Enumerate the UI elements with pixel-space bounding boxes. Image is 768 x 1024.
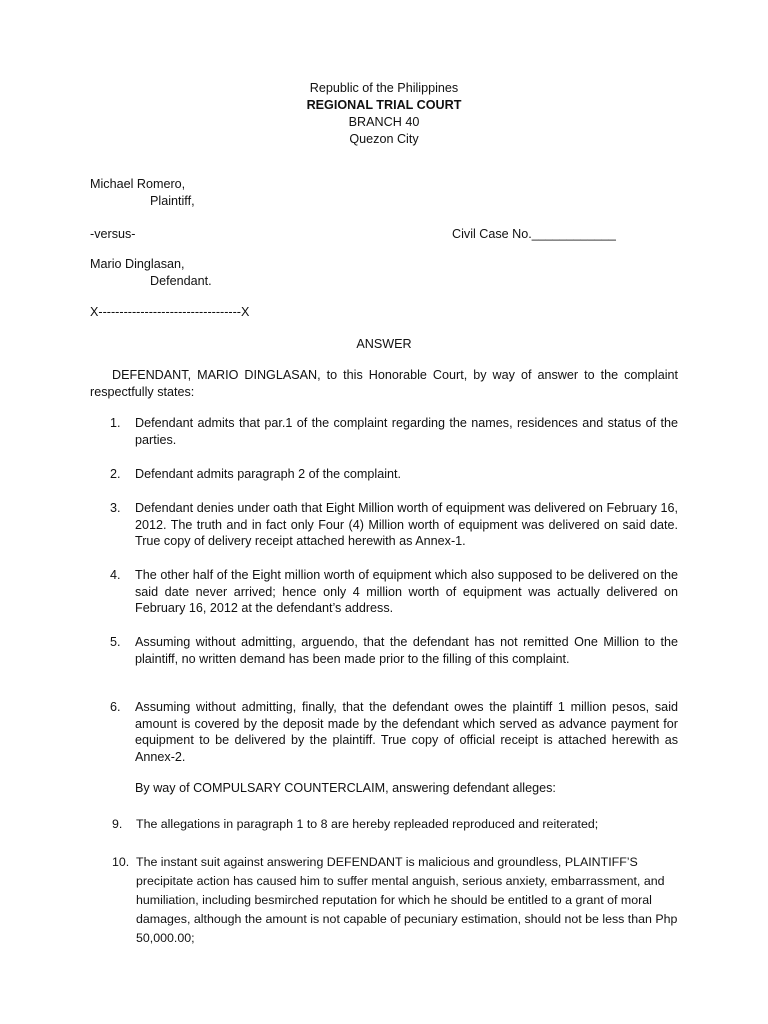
counterclaim-item-9 [112, 815, 687, 834]
republic-line: Republic of the Philippines [309, 81, 459, 95]
answer-item-1 [110, 415, 678, 448]
plaintiff-name: Michael Romero, [90, 177, 186, 191]
item-text: Defendant admits paragraph 2 of the complaint. [135, 467, 402, 481]
court-caption [0, 80, 768, 148]
item-number: 1. [110, 416, 121, 430]
answer-item-2 [110, 466, 678, 483]
item-number: 3. [110, 501, 121, 515]
item-number: 4. [110, 568, 121, 582]
document-title: ANSWER [356, 337, 412, 351]
defendant-role: Defendant. [150, 274, 212, 288]
item-number: 2. [110, 467, 121, 481]
item-text: The allegations in paragraph 1 to 8 are hereby repleaded reproduced and reiterated; [136, 817, 599, 831]
item-text: The other half of the Eight million worth of equipment which also supposed to be delivered on the said date never arrived; hence only 4 million worth of equipment was actually delivered on February 16, 2012 at the defendant’s address. [135, 568, 678, 615]
versus-label: -versus- [90, 227, 136, 241]
item-text: Assuming without admitting, arguendo, that the defendant has not remitted One Million to the plaintiff, no written demand has been made prior to the filling of this complaint. [135, 635, 678, 666]
answer-item-4 [110, 567, 678, 617]
court-name: REGIONAL TRIAL COURT [306, 98, 462, 112]
city-line: Quezon City [349, 132, 419, 146]
item-number: 5. [110, 635, 121, 649]
item-text: Assuming without admitting, finally, that the defendant owes the plaintiff 1 million pesos, said amount is covered by the deposit made by the defendant which served as advance payment for equipment to be delivered by the plaintiff. True copy of official receipt is attached herewith as Annex-2. [135, 700, 678, 764]
item-text: The instant suit against answering DEFENDANT is malicious and groundless, PLAINTIFF’S precipitate action has caused him to suffer mental anguish, serious anxiety, embarrassment, and humiliation, including besmirched reputation for which he should be entitled to a grant of moral damages, although the amount is not capable of pecuniary estimation, should not be less than Php 50,000.00; [136, 855, 678, 945]
caption-separator: X----------------------------------X [90, 305, 250, 319]
civil-case-number: Civil Case No.____________ [452, 227, 616, 241]
answer-item-6 [110, 699, 678, 765]
branch-line: BRANCH 40 [348, 115, 420, 129]
counterclaim-intro: By way of COMPULSARY COUNTERCLAIM, answering defendant alleges: [135, 781, 556, 795]
plaintiff-role: Plaintiff, [150, 194, 195, 208]
item-text: Defendant admits that par.1 of the complaint regarding the names, residences and status of the parties. [135, 416, 678, 447]
counterclaim-item-10 [112, 853, 687, 948]
item-number: 9. [112, 817, 123, 831]
answer-item-5 [110, 634, 678, 667]
item-text: Defendant denies under oath that Eight Million worth of equipment was delivered on February 16, 2012. The truth and in fact only Four (4) Million worth of equipment was delivered on said date. True copy of delivery receipt attached herewith as Annex-1. [135, 501, 678, 548]
answer-item-3 [110, 500, 678, 550]
item-number: 10. [112, 855, 130, 869]
intro-paragraph: DEFENDANT, MARIO DINGLASAN, to this Honorable Court, by way of answer to the complaint respectfully states: [90, 368, 678, 399]
defendant-name: Mario Dinglasan, [90, 257, 185, 271]
item-number: 6. [110, 700, 121, 714]
